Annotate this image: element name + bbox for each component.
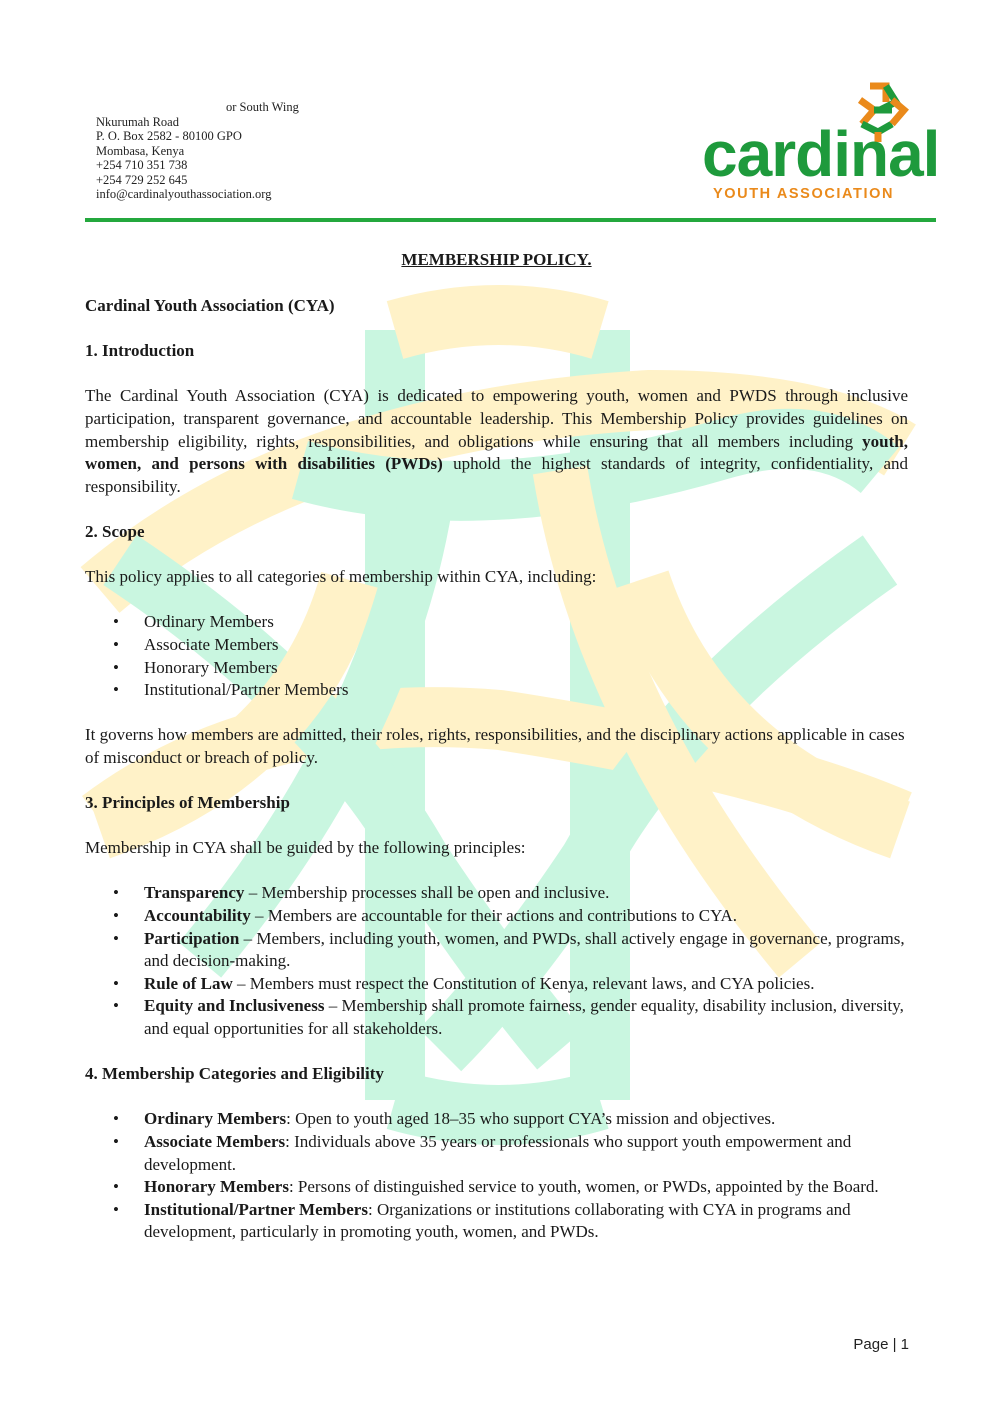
list-desc: – Membership processes shall be open and inclusive. — [244, 883, 610, 903]
scope-outro: It governs how members are admitted, their roles, rights, responsibilities, and the disciplinary actions applicable in cases of misconduct or breach of policy. — [85, 725, 905, 767]
categories-list — [85, 1108, 908, 1244]
paragraph-text: The Cardinal Youth Association (CYA) is dedicated to empowering youth, women and PWDS through inclusive participation, transparent governance, and accountable leadership. This Membership Policy provides guidelines on membership eligibility, rights, responsibilities, and obligations while ensuring that all members including — [85, 386, 908, 451]
header-divider — [85, 218, 936, 222]
list-term: Honorary Members — [144, 1177, 289, 1197]
section-heading: 4. Membership Categories and Eligibility — [85, 1064, 384, 1084]
scope-intro: This policy applies to all categories of membership within CYA, including: — [85, 567, 597, 587]
list-item — [144, 882, 908, 905]
list-desc: – Members, including youth, women, and PWDs, shall actively engage in governance, programs, and decision-making. — [144, 928, 905, 971]
document-body — [85, 295, 908, 1267]
list-term: Accountability — [144, 906, 251, 926]
phone-line: +254 710 351 738 — [96, 158, 188, 172]
section-heading: 3. Principles of Membership — [85, 793, 290, 813]
list-term: Institutional/Partner Members — [144, 1199, 368, 1219]
list-desc: : Individuals above 35 years or professionals who support youth empowerment and development. — [144, 1131, 852, 1174]
list-term: Rule of Law — [144, 973, 233, 993]
list-item: • Honorary Members — [144, 657, 908, 680]
phone-line: +254 729 252 645 — [96, 172, 188, 187]
email-line: info@cardinalyouthassociation.org — [96, 187, 272, 201]
list-item — [144, 973, 908, 996]
list-desc: : Persons of distinguished service to youth, women, or PWDs, appointed by the Board. — [288, 1177, 879, 1197]
address-line: Nkurumah Road — [96, 114, 179, 129]
principles-intro: Membership in CYA shall be guided by the following principles: — [85, 838, 526, 858]
org-heading: Cardinal Youth Association (CYA) — [85, 296, 335, 315]
list-item — [144, 1131, 908, 1176]
scope-list — [85, 611, 908, 701]
address-line: or South Wing — [226, 100, 299, 114]
list-item: • Associate Members — [144, 634, 908, 657]
list-desc: : Organizations or institutions collaborating with CYA in programs and development, particularly in promoting youth, women, and PWDs. — [144, 1199, 851, 1242]
page-title: MEMBERSHIP POLICY. — [401, 250, 592, 269]
list-term: Ordinary Members — [144, 1109, 287, 1129]
list-term: Associate Members — [144, 1131, 286, 1151]
page-number: Page | 1 — [853, 1336, 909, 1353]
logo-tagline: YOUTH ASSOCIATION — [713, 186, 895, 202]
list-item — [144, 1108, 908, 1131]
list-item: • Ordinary Members — [144, 611, 908, 634]
list-item — [144, 928, 908, 973]
principles-list — [85, 882, 908, 1040]
section-heading: 1. Introduction — [85, 341, 195, 361]
list-item — [144, 1176, 908, 1199]
list-term: Transparency — [144, 883, 245, 903]
paragraph-emphasis: youth, women, and persons with disabilities (PWDs) — [85, 431, 908, 474]
list-desc: : Open to youth aged 18–35 who support CYA’s mission and objectives. — [286, 1109, 776, 1129]
intro-paragraph — [85, 385, 908, 498]
section-heading: 2. Scope — [85, 521, 145, 541]
list-desc: – Membership shall promote fairness, gender equality, disability inclusion, diversity, and equal opportunities for all stakeholders. — [144, 996, 904, 1038]
address-line: P. O. Box 2582 - 80100 GPO — [96, 129, 242, 143]
list-item: • Institutional/Partner Members — [144, 679, 908, 702]
paragraph-text: uphold the highest standards of integrity, confidentiality, and responsibility. — [85, 454, 908, 496]
list-term: Equity and Inclusiveness — [144, 996, 325, 1016]
cardinal-logo — [700, 80, 940, 205]
list-term: Participation — [144, 928, 240, 948]
list-desc: – Members must respect the Constitution of Kenya, relevant laws, and CYA policies. — [232, 973, 815, 993]
logo-wordmark: cardinal — [702, 118, 940, 190]
list-desc: – Members are accountable for their actions and contributions to CYA. — [250, 906, 737, 926]
address-block — [96, 100, 299, 202]
list-item — [144, 995, 908, 1040]
address-line: Mombasa, Kenya — [96, 143, 185, 158]
list-item — [144, 905, 908, 928]
list-item — [144, 1199, 908, 1244]
